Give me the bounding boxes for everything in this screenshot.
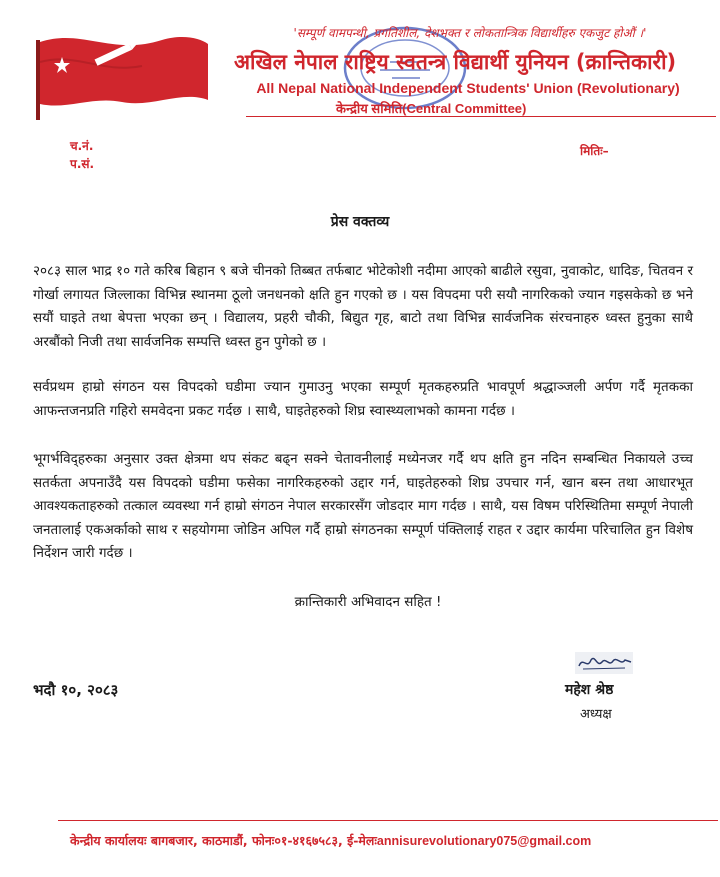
paragraph-1: २०८३ साल भाद्र १० गते करिब बिहान ९ बजे चीनको तिब्बत तर्फबाट भोटेकोशी नदीमा आएको बाढीले रसुवा, नुवाकोट, धादिङ, चितवन र गोर्खा लगायत जिल्लाका विभिन्न स्थानमा ठूलो जनधनको क्षति हुन गएको छ । यस विपदमा परी सयौ नागरिकको ज्यान गइसकेको छ भने सयौं घाइते तथा बेपत्ता भएका छन् । विद्यालय, प्रहरी चौकी, बिद्युत गृह, बाटो तथा विभिन्न सार्वजनिक संरचनाहरु ध्वस्त हुनुका साथै अरबौंको निजी तथा सार्वजनिक सम्पत्ति ध्वस्त हुन पुगेको छ । [33,263,693,350]
flag-logo [22,22,212,122]
header-divider [246,116,716,117]
signatory-title: अध्यक्ष [580,707,612,722]
organization-name-nepali: अखिल नेपाल राष्ट्रिय स्वतन्त्र विद्यार्थी युनियन (क्रान्तिकारी) [234,50,677,74]
statement-date: भदौ १०, २०८३ [33,681,119,699]
closing-line: क्रान्तिकारी अभिवादन सहित ! [294,594,442,610]
organization-name-english: All Nepal National Independent Students' Union (Revolutionary) [256,80,680,96]
press-statement-title: प्रेस वक्तव्य [330,214,390,230]
dispatch-number-label: प.सं. [70,157,95,171]
paragraph-3: भूगर्भविद्हरुका अनुसार उक्त क्षेत्रमा थप संकट बढ्न सक्ने चेतावनीलाई मध्येनजर गर्दै थप क्षति हुन नदिन सम्बन्धित निकायले उच्च सतर्कता अपनाउँदै यस विपदको घडीमा फसेका नागरिकहरुको उद्दार गर्न, घाइतेहरुको शिघ्र उपचार गर्न, खान बस्न तथा आधारभूत आवश्यकताहरुको तत्काल व्यवस्था गर्न हाम्रो संगठन नेपाल सरकारसँग जोडदार माग गर्दछ । साथै, यस विषम परिस्थितिमा सम्पूर्ण नेपाली जनतालाई एकअर्काको साथ र सहयोगमा जोडिन अपिल गर्दै हाम्रो संगठनका सम्पूर्ण पंक्तिलाई राहत र उद्दार कार्यमा परिचालित हुन विशेष निर्देशन जारी गर्दछ । [33,451,693,561]
footer-contact [70,832,591,849]
signature [575,650,635,676]
committee-name: केन्द्रीय समिति(Central Committee) [336,101,527,116]
footer-divider [58,820,718,821]
slogan: 'सम्पूर्ण वामपन्थी, प्रगतिशील, देशभक्त र लोकतान्त्रिक विद्यार्थीहरु एकजुट होऔं ।' [293,26,647,40]
footer-email[interactable]: annisurevolutionary075@gmail.com [376,834,592,848]
signatory-name: महेश श्रेष्ठ [565,682,614,698]
reference-number-label: च.नं. [70,139,94,153]
date-label: मितिः– [580,144,609,158]
footer-address: केन्द्रीय कार्यालयः बागबजार, काठमाडौं, फोनः०१-४१६७५८३, ई-मेलः [70,833,377,848]
paragraph-2: सर्वप्रथम हाम्रो संगठन यस विपदको घडीमा ज्यान गुमाउनु भएका सम्पूर्ण मृतकहरुप्रति भावपूर्ण श्रद्धाञ्जली अर्पण गर्दै मृतकका आफन्तजनप्रति गहिरो समवेदना प्रकट गर्दछ । साथै, घाइतेहरुको शिघ्र स्वास्थ्यलाभको कामना गर्दछ । [33,379,693,419]
